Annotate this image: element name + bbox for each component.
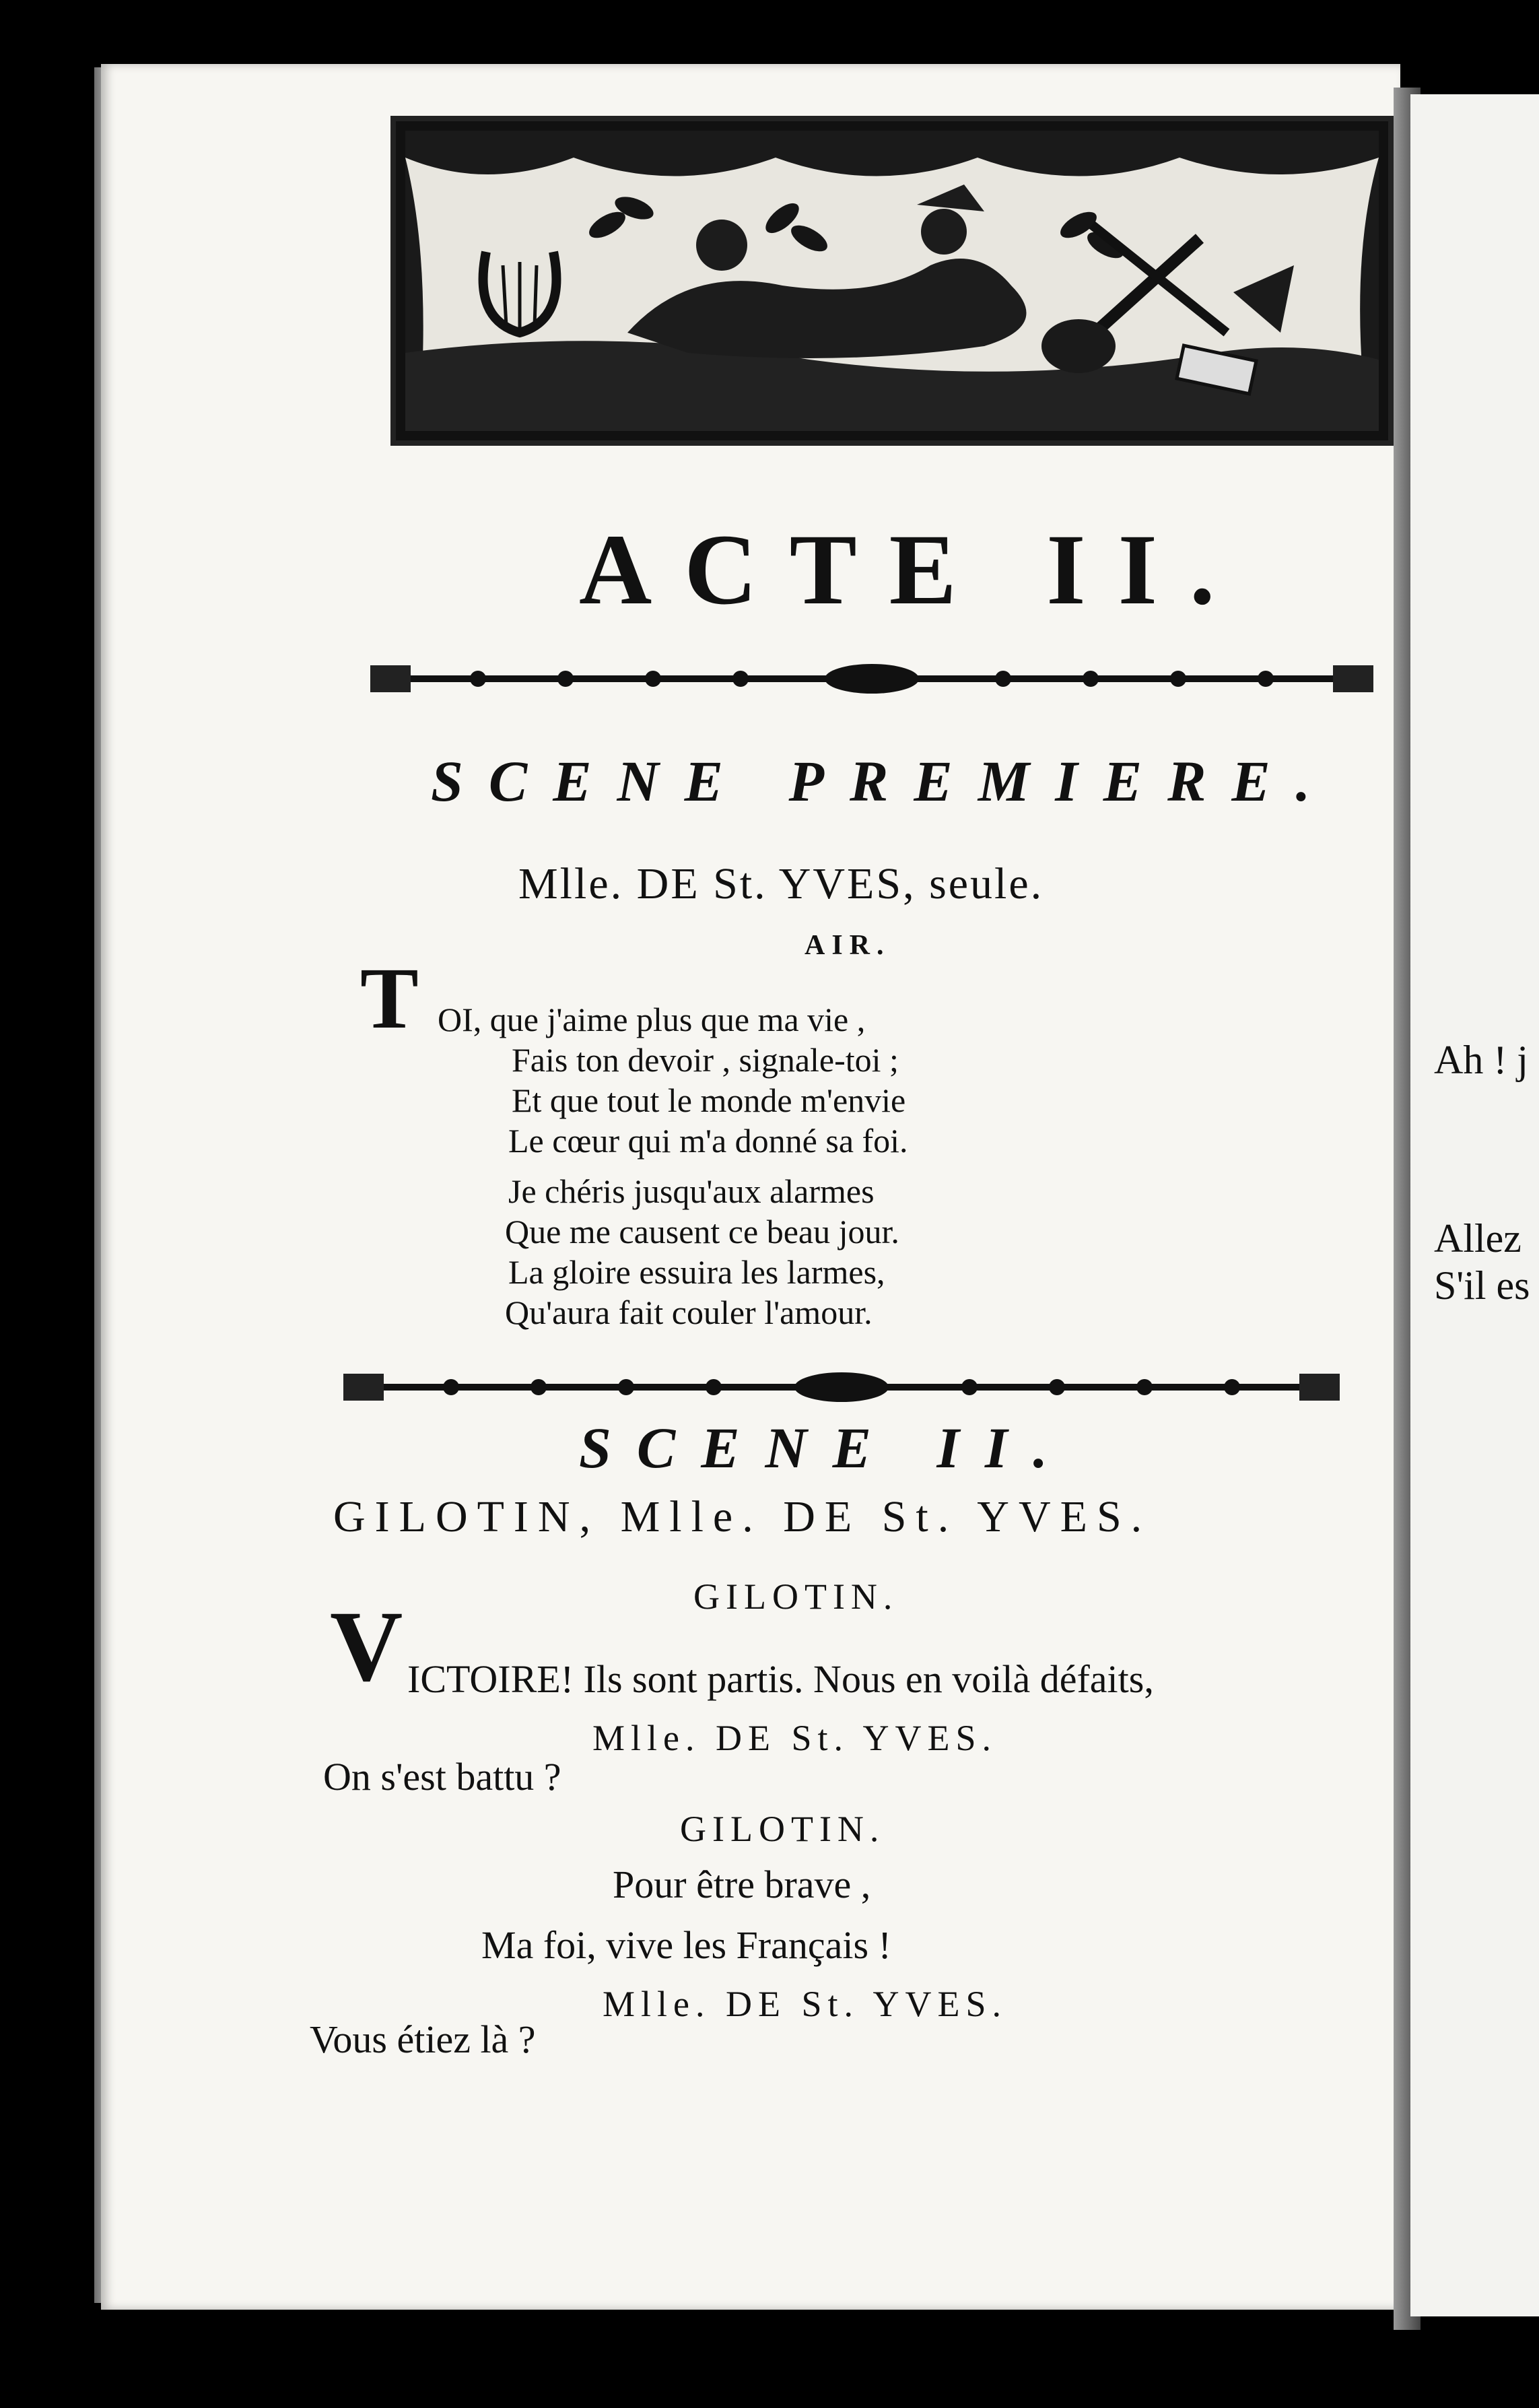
woodcut-illustration <box>405 131 1379 431</box>
drop-cap: V <box>330 1591 403 1702</box>
ornament-rule <box>370 659 1373 699</box>
verse-line: OI, que j'aime plus que ma vie , <box>438 1001 866 1038</box>
cast-list: GILOTIN, Mlle. DE St. YVES. <box>333 1492 1152 1541</box>
next-page-fragment: Allez <box>1434 1216 1521 1261</box>
verse-line: Que me causent ce beau jour. <box>505 1213 899 1250</box>
speaker-name: Mlle. DE St. YVES, seule. <box>518 859 1044 908</box>
drop-cap: T <box>360 950 419 1047</box>
speaker-name: Mlle. DE St. YVES. <box>592 1718 998 1758</box>
verse-line: Et que tout le monde m'envie <box>512 1081 906 1119</box>
woodcut-headpiece <box>390 116 1394 446</box>
dialogue-line: On s'est battu ? <box>323 1755 561 1799</box>
dialogue-line: Pour être brave , <box>613 1863 871 1906</box>
dialogue-line: Ma foi, vive les Français ! <box>481 1923 891 1967</box>
scene-title: SCENE II. <box>579 1415 1073 1480</box>
ornament-rule <box>343 1367 1340 1407</box>
next-page-fragment: S'il es <box>1434 1263 1530 1308</box>
next-page <box>1410 94 1539 2316</box>
speaker-name: GILOTIN. <box>680 1809 885 1849</box>
speaker-name: GILOTIN. <box>693 1576 899 1617</box>
verse-line: La gloire essuira les larmes, <box>508 1253 885 1291</box>
next-page-fragment: Ah ! j <box>1434 1038 1528 1082</box>
scene-title: SCENE PREMIERE. <box>431 749 1336 813</box>
air-label: AIR. <box>805 930 891 961</box>
verse-line: Je chéris jusqu'aux alarmes <box>508 1172 875 1210</box>
speaker-name: Mlle. DE St. YVES. <box>603 1984 1008 2024</box>
dialogue-line: ICTOIRE! Ils sont partis. Nous en voilà défaits, <box>407 1657 1154 1701</box>
verse-line: Le cœur qui m'a donné sa foi. <box>508 1122 908 1160</box>
verse-line: Qu'aura fait couler l'amour. <box>505 1294 873 1331</box>
dialogue-line: Vous étiez là ? <box>310 2017 536 2061</box>
act-title: ACTE II. <box>579 514 1247 626</box>
verse-line: Fais ton devoir , signale-toi ; <box>512 1041 899 1079</box>
